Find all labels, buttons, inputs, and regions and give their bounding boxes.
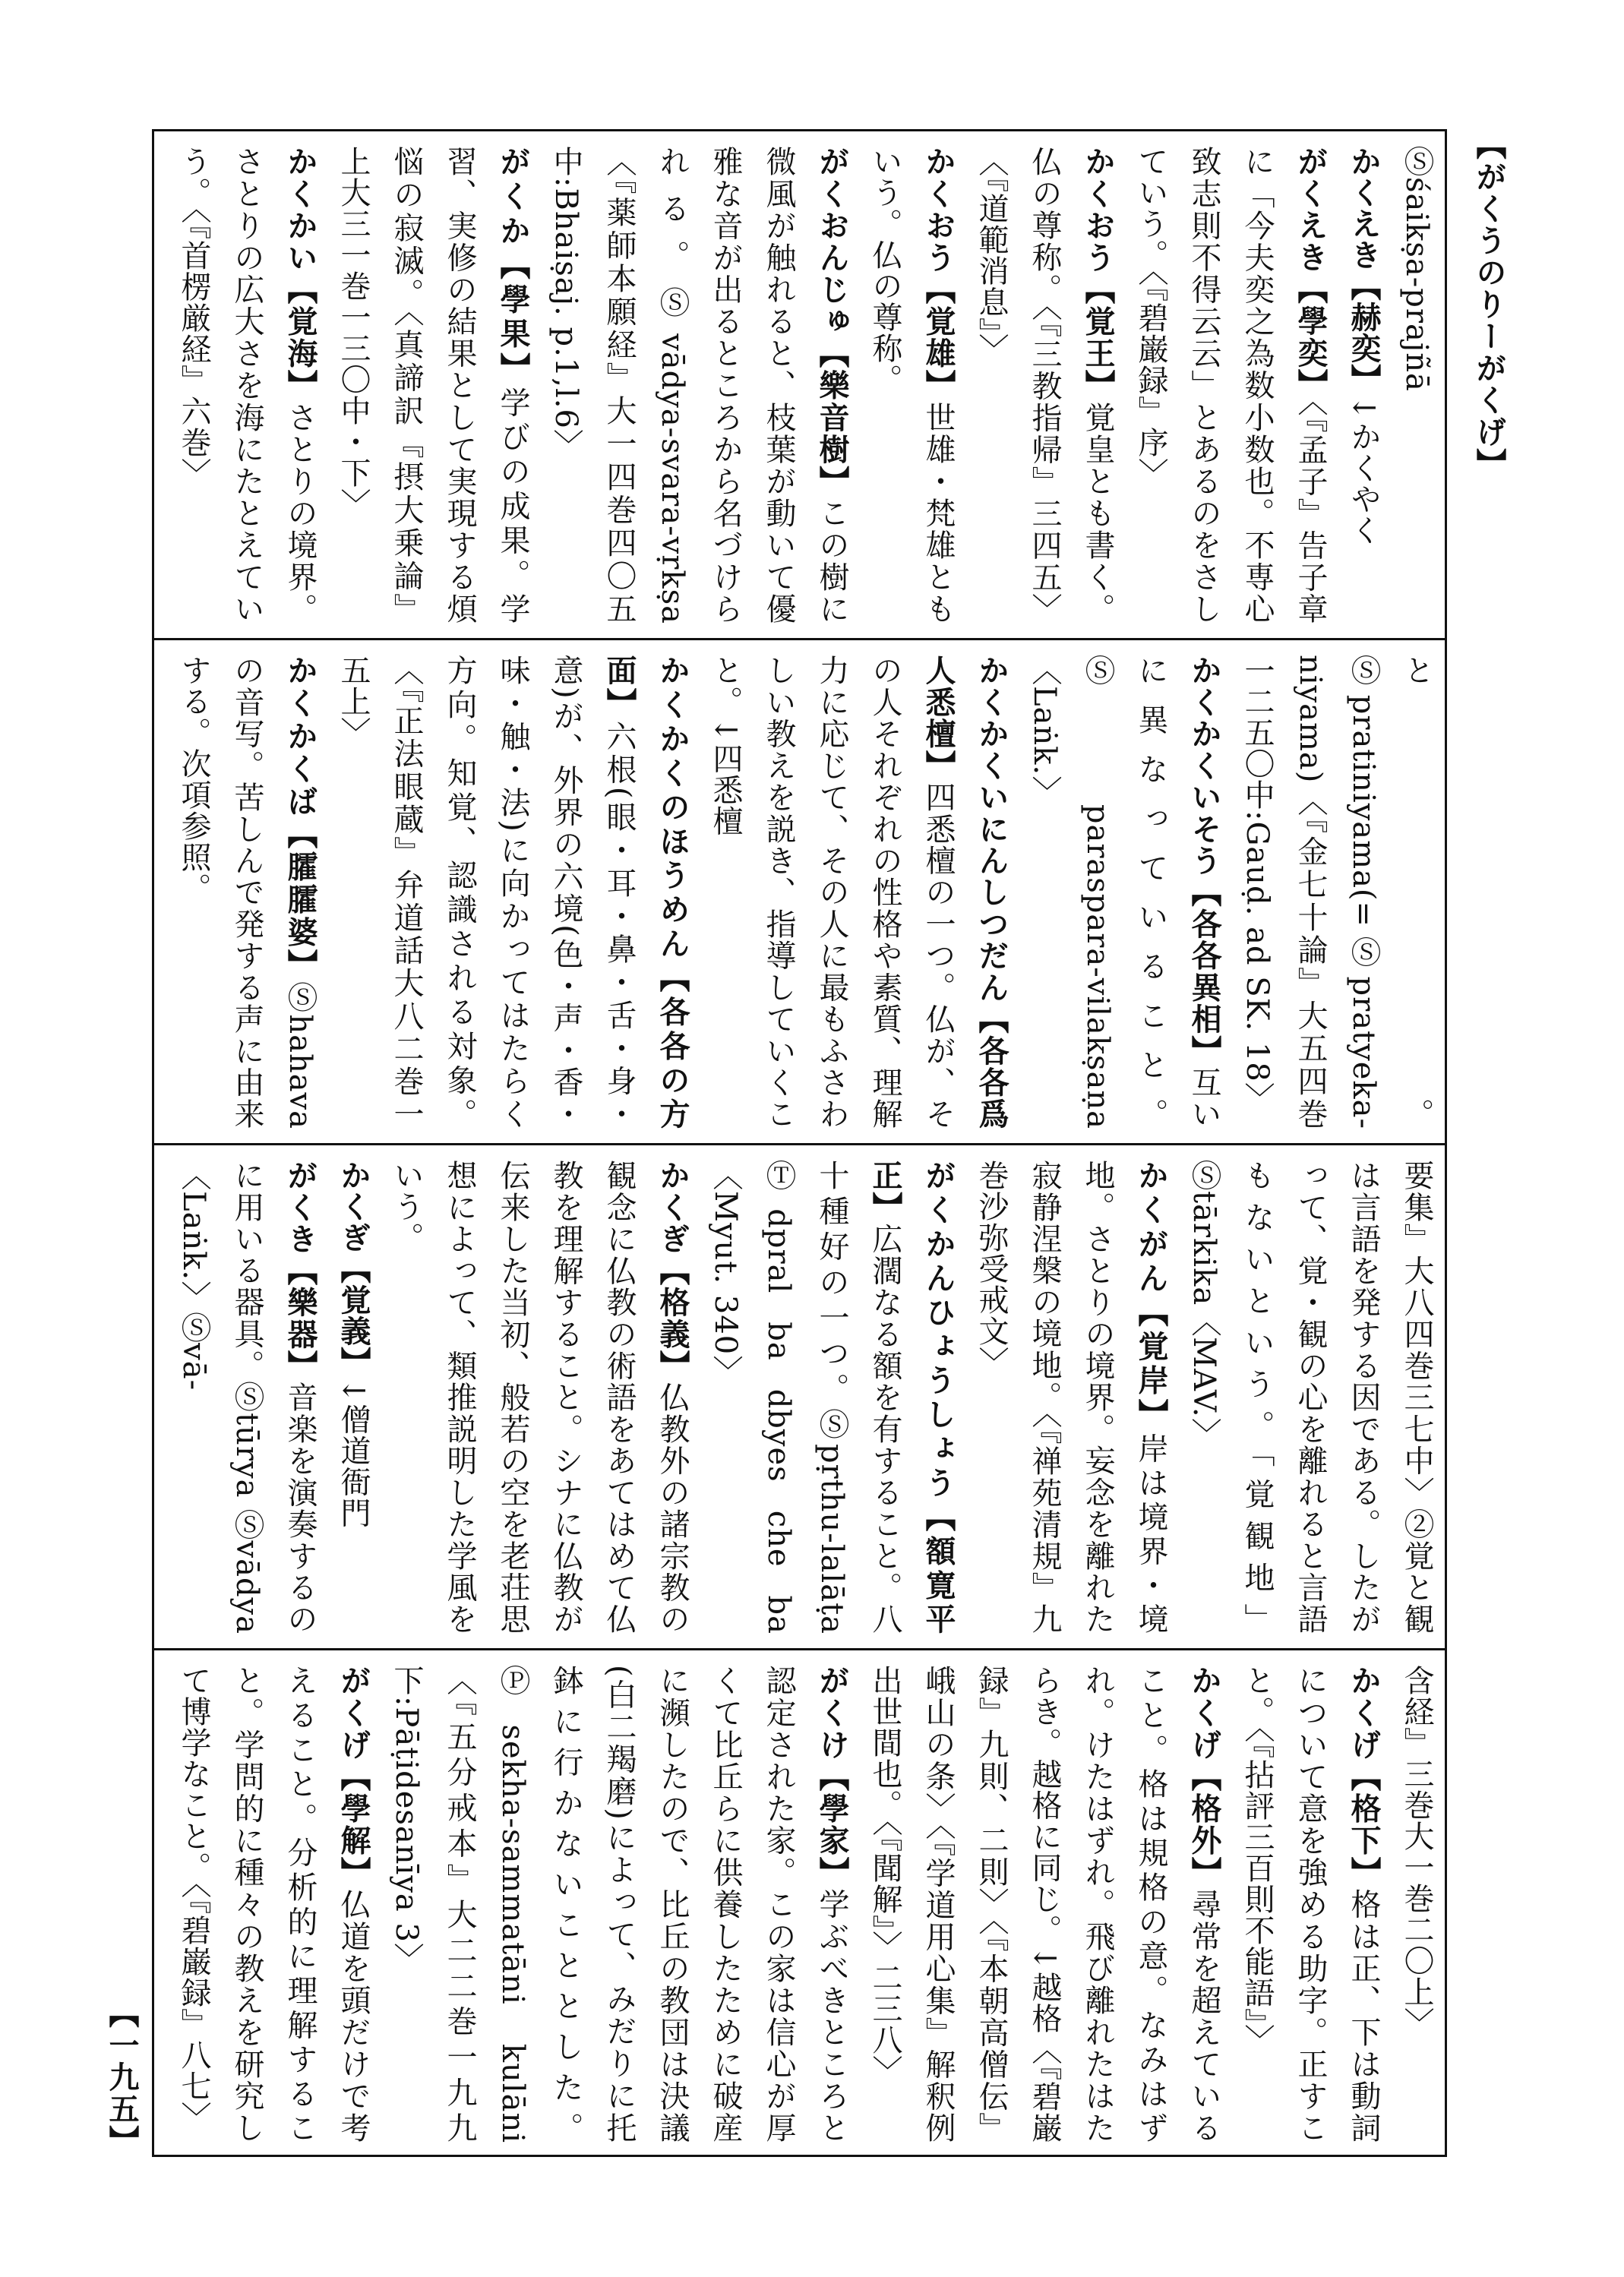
dictionary-entry: がくげ【學解】仏道を頭だけで考えること。分析的に理解すること。学問的に種々の教えを研究して博学なこと。〈『碧巌録』八七〉 — [176, 1665, 371, 2143]
dictionary-entry: がくえき【學奕】〈『孟子』告子章に「今夫奕之為数小数也。不専心致志則不得云云」とあるのをさしていう。〈『碧巌録』序〉 — [1133, 146, 1329, 625]
dictionary-entry: 含経』三巻大一巻二〇上〉 — [1399, 1665, 1434, 2039]
dictionary-entry: と。Ⓢpratiniyama(=Ⓢpratyeka-niyama)〈『金七十論』大五四巻一二五〇中:Gauḍ. ad SK. 18〉 — [1240, 655, 1434, 1129]
dictionary-entry: かくげ【格外】尋常を超えていること。格は規格の意。なみはずれ。けたはずれ。飛び離れたはたらき。越格に同じ。↓越格〈『碧巌録』九則、二則〉〈『本朝高僧伝』峨山の条〉〈『学道用心集』解釈例出世間也。〈『聞解』〉二三八〉 — [867, 1665, 1222, 2143]
dictionary-entry: かくがん【覚岸】岸は境界・境地。さとりの境界。妄念を離れた寂静涅槃の境地。〈『禅苑清規』九巻沙弥受戒文〉 — [974, 1160, 1169, 1635]
dictionary-entry: かくかくのほうめん【各各の方面】六根(眼・耳・鼻・舌・身・意)が、外界の六境(色・声・香・味・触・法)に向かってはたらく方向。知覚、認識される対象。〈『正法眼蔵』弁道話大八二巻一五上〉 — [336, 655, 690, 1130]
dictionary-entry: がくおんじゅ【樂音樹】この樹に微風が触れると、枝葉が動いて優雅な音が出るところから名づけられる。Ⓢvādya-svara-vṛkṣa〈『薬師本願経』大一四巻四〇五中:Bhaiṣaj. p.1,l.6〉 — [548, 146, 850, 625]
tier-4 — [152, 1648, 1447, 2157]
dictionary-entry: かくかい【覚海】さとりの境界。さとりの広大さを海にたとえていう。〈『首楞厳経』六巻〉 — [176, 146, 318, 625]
dictionary-entry: がくか【學果】学びの成果。学習、実修の結果として実現する煩悩の寂滅。〈真諦訳『摂大乗論』上大三一巻一三〇中・下〉 — [336, 146, 531, 625]
dictionary-entry: Ⓢśaikṣa-prajñā — [1399, 146, 1434, 392]
dictionary-entry: かくおう【覚雄】世雄・梵雄ともいう。仏の尊称。 — [867, 146, 956, 625]
running-head: 【がくうのりーがくげ】 — [1471, 129, 1507, 480]
dictionary-entry: がくき【樂器】音楽を演奏するのに用いる器具。Ⓢtūrya Ⓢvādya〈Laṅk.〉Ⓢvā- — [176, 1160, 318, 1635]
tier-1 — [152, 129, 1447, 638]
tier-2 — [152, 638, 1447, 1143]
dictionary-entry: かくげ【格下】格は正、下は動詞について意を強める助字。正すこと。〈『拈評三百則不能語』〉 — [1240, 1665, 1382, 2144]
dictionary-entry: がくけ【學家】学ぶべきところと認定された家。この家は信心が厚くて比丘らに供養したために破産に瀕したので、比丘の教団は決議(白二羯磨)によって、みだりに托鉢に行かないこととした。Ⓟsekha-sammatāni kulāni〈『五分戒本』大二二巻一九九下:Pāṭidesanīya 3〉 — [389, 1665, 850, 2144]
dictionary-entry: かくかくいにんしつだん【各各爲人悉檀】四悉檀の一つ。仏が、その人それぞれの性格や素質、理解力に応じて、その人に最もふさわしい教えを説き、指導していくこと。↓四悉檀 — [708, 655, 1009, 1130]
dictionary-entry: かくえき【赫奕】↓かくやく — [1346, 146, 1382, 546]
tier-3-text — [152, 1143, 1447, 1648]
dictionary-entry: 要集』大八四巻三七中〉②覚と観は言語を発する因である。したがって、覚・観の心を離れると言語もないという。「覚観地」Ⓢtārkika〈MAV.〉 — [1186, 1160, 1434, 1634]
tier-1-text — [152, 129, 1447, 638]
tier-2-text — [152, 638, 1447, 1143]
dictionary-entry: かくかくば【臛臛婆】Ⓢhahava の音写。苦しんで発する声に由来する。次項参照。 — [176, 655, 318, 1130]
dictionary-entry: がくかんひょうしょう【額寛平正】広濶なる額を有すること。八十種好の一つ。Ⓢpṛthu-lalāṭa Ⓣdpral ba dbyes che ba〈Myut. 340〉 — [708, 1160, 956, 1635]
dictionary-entry: かくぎ【格義】仏教外の諸宗教の観念に仏教の術語をあてはめて仏教を理解すること。シナに仏教が伝来した当初、般若の空を老荘思想によって、類推説明した学風をいう。 — [389, 1160, 690, 1635]
tier-4-text — [152, 1648, 1447, 2157]
tier-3 — [152, 1143, 1447, 1648]
dictionary-entry: かくおう【覚王】覚皇とも書く。仏の尊称。〈『三教指帰』三四五〉〈『道範消息』〉 — [974, 146, 1116, 625]
page-number: 【一九五】 — [104, 1998, 140, 2157]
dictionary-entry: かくかくいそう【各各異相】互いに異なっていること。Ⓢparaspara-vilakṣaṇa〈Laṅk.〉 — [1027, 655, 1222, 1130]
dictionary-entry: かくぎ【覚義】↓僧道衙門 — [336, 1160, 371, 1529]
